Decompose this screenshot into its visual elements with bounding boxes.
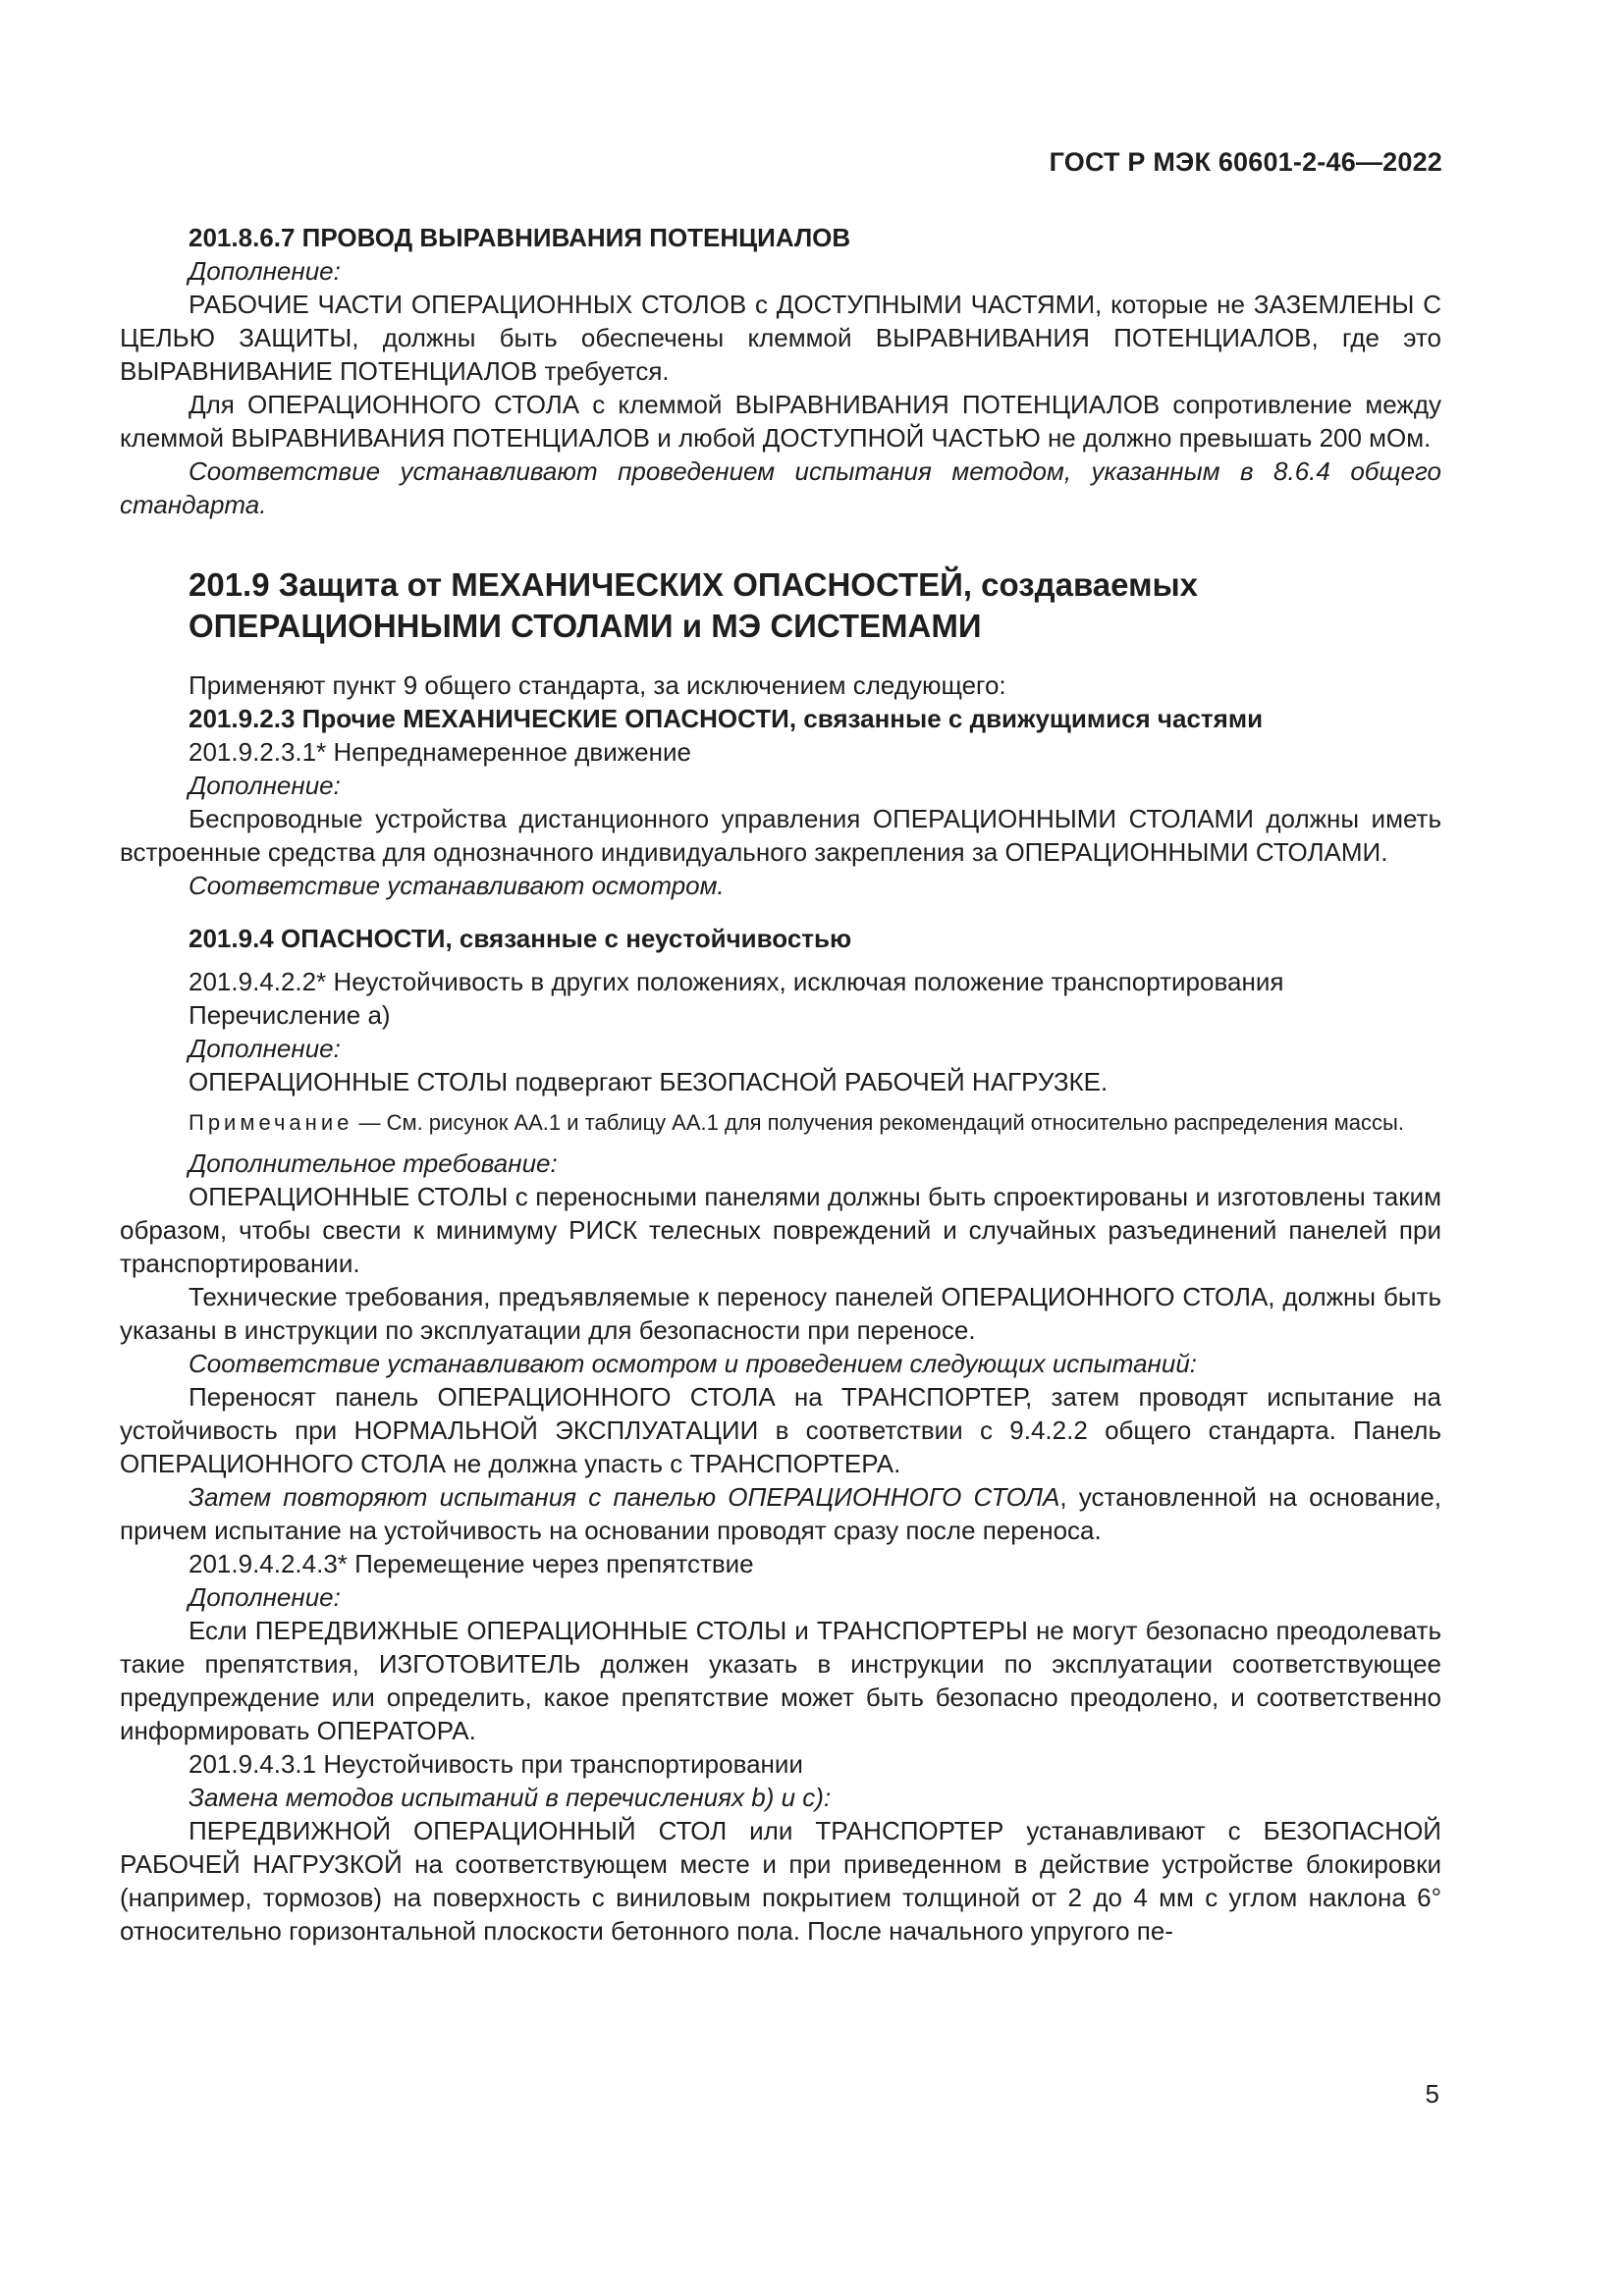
paragraph: ПЕРЕДВИЖНОЙ ОПЕРАЦИОННЫЙ СТОЛ или ТРАНСПОРТЕР устанавливают с БЕЗОПАСНОЙ РАБОЧЕЙ НАГРУЗКОЙ на соответствующем месте и при приведенном в действие устройстве блокировки (например, тормозов) на поверхность с виниловым покрытием толщиной от 2 до 4 мм с углом наклона 6° относительно горизонтальной плоскости бетонного пола. После начального упругого пе- [120,1816,1441,1946]
paragraph: ОПЕРАЦИОННЫЕ СТОЛЫ с переносными панелями должны быть спроектированы и изготовлены таким образом, чтобы свести к минимуму РИСК телесных повреждений и случайных разъединений панелей при транспортировании. [120,1182,1441,1278]
paragraph: ОПЕРАЦИОННЫЕ СТОЛЫ подвергают БЕЗОПАСНОЙ РАБОЧЕЙ НАГРУЗКЕ. [189,1067,1109,1096]
extra-requirement-label: Дополнительное требование: [189,1148,558,1178]
document-code-header: ГОСТ Р МЭК 60601-2-46—2022 [1049,147,1442,177]
paragraph: Для ОПЕРАЦИОННОГО СТОЛА с клеммой ВЫРАВНИВАНИЯ ПОТЕНЦИАЛОВ сопротивление между клеммой ВЫРАВНИВАНИЯ ПОТЕНЦИАЛОВ и любой ДОСТУПНОЙ ЧАСТЬЮ не должно превышать 200 мОм. [120,390,1441,453]
note-label: Примечание [189,1110,353,1135]
clause-item: 201.9.4.3.1 Неустойчивость при транспортировании [189,1749,803,1779]
note [120,1108,1441,1137]
addition-label: Дополнение: [189,1582,341,1612]
text-fragment: , установленной на основание, причем испытание на устойчивость на основании проводят сразу после переноса. [120,1482,1441,1545]
page-content [120,221,1441,1948]
paragraph: Беспроводные устройства дистанционного управления ОПЕРАЦИОННЫМИ СТОЛАМИ должны иметь встроенные средства для однозначного индивидуального закрепления за ОПЕРАЦИОННЫМИ СТОЛАМИ. [120,804,1441,867]
replacement-label: Замена методов испытаний в перечислениях b) и с): [189,1783,832,1812]
italic-fragment: Затем повторяют испытания с панелью ОПЕРАЦИОННОГО СТОЛА [189,1482,1060,1512]
compliance-text: Соответствие устанавливают осмотром и проведением следующих испытаний: [189,1349,1197,1378]
paragraph: Переносят панель ОПЕРАЦИОННОГО СТОЛА на ТРАНСПОРТЕР, затем проводят испытание на устойчивость при НОРМАЛЬНОЙ ЭКСПЛУАТАЦИИ в соответствии с 9.4.2.2 общего стандарта. Панель ОПЕРАЦИОННОГО СТОЛА не должна упасть с ТРАНСПОРТЕРА. [120,1382,1441,1478]
section-title-line: ОПЕРАЦИОННЫМИ СТОЛАМИ и МЭ СИСТЕМАМИ [189,608,982,644]
subsection-heading-201-9-4: 201.9.4 ОПАСНОСТИ, связанные с неустойчивостью [189,924,852,953]
section-title-line: 201.9 Защита от МЕХАНИЧЕСКИХ ОПАСНОСТЕЙ, создаваемых [189,566,1199,603]
section-heading-201-8-6-7: 201.8.6.7 ПРОВОД ВЫРАВНИВАНИЯ ПОТЕНЦИАЛОВ [189,223,851,252]
enumeration-label: Перечисление а) [189,1000,391,1030]
paragraph: РАБОЧИЕ ЧАСТИ ОПЕРАЦИОННЫХ СТОЛОВ с ДОСТУПНЫМИ ЧАСТЯМИ, которые не ЗАЗЕМЛЕНЫ С ЦЕЛЬЮ ЗАЩИТЫ, должны быть обеспечены клеммой ВЫРАВНИВАНИЯ ПОТЕНЦИАЛОВ, где это ВЫРАВНИВАНИЕ ПОТЕНЦИАЛОВ требуется. [120,290,1441,386]
compliance-text: Соответствие устанавливают осмотром. [189,871,725,900]
paragraph: Если ПЕРЕДВИЖНЫЕ ОПЕРАЦИОННЫЕ СТОЛЫ и ТРАНСПОРТЕРЫ не могут безопасно преодолевать такие препятствия, ИЗГОТОВИТЕЛЬ должен указать в инструкции по эксплуатации соответствующее предупреждение или определить, какое препятствие может быть безопасно преодолено, и соответственно информировать ОПЕРАТОРА. [120,1616,1441,1745]
page-number: 5 [1425,2079,1439,2109]
addition-label: Дополнение: [189,771,341,800]
section-title-201-9 [120,564,1441,647]
clause-item: 201.9.4.2.4.3* Перемещение через препятствие [189,1549,754,1578]
paragraph [120,1480,1441,1547]
subsection-heading-201-9-2-3: 201.9.2.3 Прочие МЕХАНИЧЕСКИЕ ОПАСНОСТИ, связанные с движущимися частями [189,704,1264,733]
clause-item: 201.9.4.2.2* Неустойчивость в других положениях, исключая положение транспортирования [189,967,1284,996]
paragraph: Применяют пункт 9 общего стандарта, за исключением следующего: [189,670,1006,700]
compliance-text: Соответствие устанавливают проведением испытания методом, указанным в 8.6.4 общего стандарта. [120,456,1441,519]
note-text: — См. рисунок АА.1 и таблицу АА.1 для получения рекомендаций относительно распределения массы. [352,1110,1404,1135]
addition-label: Дополнение: [189,256,341,286]
clause-item: 201.9.2.3.1* Непреднамеренное движение [189,737,691,767]
addition-label: Дополнение: [189,1034,341,1063]
paragraph: Технические требования, предъявляемые к переносу панелей ОПЕРАЦИОННОГО СТОЛА, должны быть указаны в инструкции по эксплуатации для безопасности при переносе. [120,1282,1441,1345]
